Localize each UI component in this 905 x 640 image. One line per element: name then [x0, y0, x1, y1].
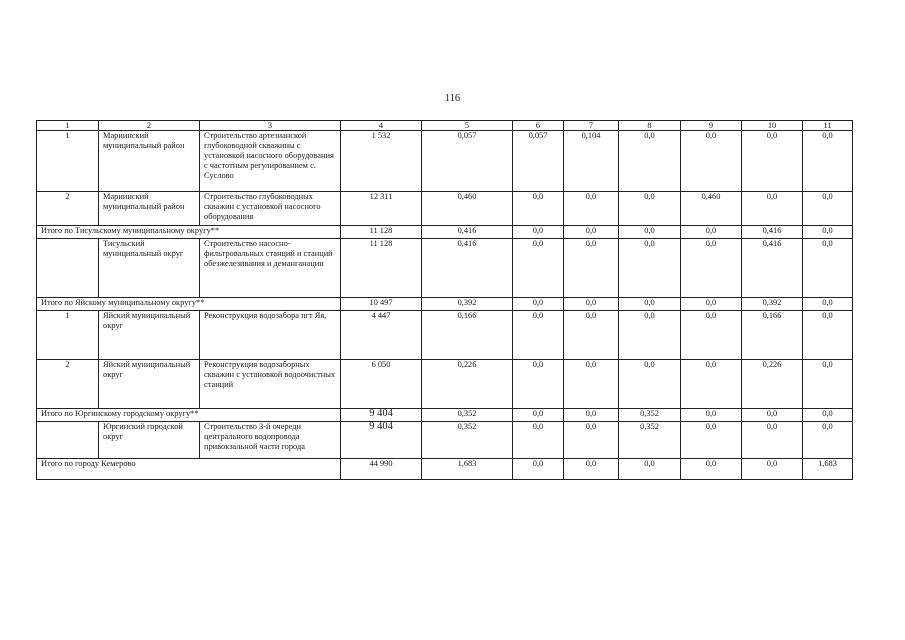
value-cell-col-11: 0,0 [803, 239, 853, 298]
value-cell-col-4: 9 404 [341, 422, 422, 459]
value-cell-col-4: 1 532 [341, 131, 422, 192]
value-cell-col-8: 0,352 [619, 422, 681, 459]
value-cell-col-5: 0,416 [422, 239, 513, 298]
value-cell-col-10: 0,0 [742, 192, 803, 226]
value-cell-col-6: 0,0 [513, 239, 564, 298]
district-cell: Яйский муниципальный округ [99, 360, 200, 409]
value-cell-col-8: 0,0 [619, 360, 681, 409]
district-cell: Юргинский городской округ [99, 422, 200, 459]
value-cell-col-8: 0,0 [619, 131, 681, 192]
value-cell-col-10: 0,0 [742, 409, 803, 422]
value-cell-col-8: 0,0 [619, 239, 681, 298]
value-cell-col-6: 0,057 [513, 131, 564, 192]
value-cell-col-9: 0,0 [681, 239, 742, 298]
value-cell-col-7: 0,0 [564, 360, 619, 409]
column-number-6: 6 [513, 121, 564, 131]
page-number: 116 [444, 93, 461, 104]
value-cell-col-10: 0,392 [742, 298, 803, 311]
value-cell-col-9: 0,0 [681, 459, 742, 480]
value-cell-col-8: 0,0 [619, 192, 681, 226]
value-cell-col-7: 0,0 [564, 311, 619, 360]
value-cell-col-7: 0,0 [564, 298, 619, 311]
value-cell-col-7: 0,104 [564, 131, 619, 192]
district-cell: Яйский муниципальный округ [99, 311, 200, 360]
data-table [36, 120, 853, 480]
total-row [37, 409, 853, 422]
column-number-7: 7 [564, 121, 619, 131]
project-cell: Реконструкция водозаборных скважин с установкой водоочистных станций [200, 360, 341, 409]
value-cell-col-9: 0,0 [681, 360, 742, 409]
value-cell-col-5: 0,166 [422, 311, 513, 360]
value-cell-col-11: 0,0 [803, 192, 853, 226]
value-cell-col-5: 0,416 [422, 226, 513, 239]
value-cell-col-11: 0,0 [803, 422, 853, 459]
value-cell-col-5: 0,392 [422, 298, 513, 311]
column-number-10: 10 [742, 121, 803, 131]
value-cell-col-10: 0,0 [742, 459, 803, 480]
value-cell-col-9: 0,0 [681, 298, 742, 311]
project-cell: Строительство артезианской глубоководной скважины с установкой насосного оборудования с частотным регулированием с. Суслово [200, 131, 341, 192]
value-cell-col-11: 0,0 [803, 226, 853, 239]
value-cell-col-11: 1,683 [803, 459, 853, 480]
value-cell-col-10: 0,166 [742, 311, 803, 360]
total-label: Итого по Юргинскому городскому округу** [37, 409, 341, 422]
row-number [37, 239, 99, 298]
district-cell: Тисульский муниципальный округ [99, 239, 200, 298]
value-cell-col-5: 0,226 [422, 360, 513, 409]
column-number-2: 2 [99, 121, 200, 131]
value-cell-col-5: 0,460 [422, 192, 513, 226]
value-cell-col-11: 0,0 [803, 131, 853, 192]
value-cell-col-11: 0,0 [803, 311, 853, 360]
value-cell-col-10: 0,0 [742, 422, 803, 459]
value-cell-col-6: 0,0 [513, 311, 564, 360]
value-cell-col-8: 0,0 [619, 459, 681, 480]
value-cell-col-4: 4 447 [341, 311, 422, 360]
column-number-9: 9 [681, 121, 742, 131]
column-number-1: 1 [37, 121, 99, 131]
table-row [37, 311, 853, 360]
total-row [37, 298, 853, 311]
value-cell-col-5: 0,057 [422, 131, 513, 192]
value-cell-col-10: 0,226 [742, 360, 803, 409]
value-cell-col-7: 0,0 [564, 239, 619, 298]
value-cell-col-4: 10 497 [341, 298, 422, 311]
value-cell-col-9: 0,0 [681, 226, 742, 239]
value-cell-col-6: 0,0 [513, 459, 564, 480]
value-cell-col-7: 0,0 [564, 459, 619, 480]
value-cell-col-7: 0,0 [564, 226, 619, 239]
value-cell-col-4: 11 128 [341, 226, 422, 239]
total-label: Итого по городу Кемерово [37, 459, 341, 480]
total-row [37, 226, 853, 239]
value-cell-col-9: 0,0 [681, 422, 742, 459]
total-label: Итого по Яйскому муниципальному округу** [37, 298, 341, 311]
value-cell-col-6: 0,0 [513, 409, 564, 422]
total-label: Итого по Тисульскому муниципальному округу** [37, 226, 341, 239]
table-row [37, 239, 853, 298]
column-number-11: 11 [803, 121, 853, 131]
value-cell-col-8: 0,0 [619, 226, 681, 239]
value-cell-col-8: 0,352 [619, 409, 681, 422]
value-cell-col-10: 0,416 [742, 226, 803, 239]
value-cell-col-7: 0,0 [564, 409, 619, 422]
value-cell-col-6: 0,0 [513, 226, 564, 239]
project-cell: Строительство 3-й очереди центрального водопровода привокзальной части города [200, 422, 341, 459]
value-cell-col-8: 0,0 [619, 298, 681, 311]
value-cell-col-6: 0,0 [513, 298, 564, 311]
value-cell-col-5: 0,352 [422, 409, 513, 422]
value-cell-col-6: 0,0 [513, 422, 564, 459]
value-cell-col-6: 0,0 [513, 360, 564, 409]
column-number-3: 3 [200, 121, 341, 131]
column-number-4: 4 [341, 121, 422, 131]
value-cell-col-9: 0,0 [681, 131, 742, 192]
district-cell: Мариинский муниципальный район [99, 131, 200, 192]
column-number-8: 8 [619, 121, 681, 131]
value-cell-col-7: 0,0 [564, 422, 619, 459]
value-cell-col-4: 6 050 [341, 360, 422, 409]
row-number: 1 [37, 311, 99, 360]
column-number-5: 5 [422, 121, 513, 131]
table-header-row [37, 121, 853, 131]
value-cell-col-5: 1,683 [422, 459, 513, 480]
district-cell: Мариинский муниципальный район [99, 192, 200, 226]
value-cell-col-4: 44 990 [341, 459, 422, 480]
value-cell-col-4: 12 311 [341, 192, 422, 226]
project-cell: Строительство глубоководных скважин с установкой насосного оборудования [200, 192, 341, 226]
row-number: 1 [37, 131, 99, 192]
value-cell-col-4: 11 128 [341, 239, 422, 298]
value-cell-col-9: 0,460 [681, 192, 742, 226]
value-cell-col-6: 0,0 [513, 192, 564, 226]
value-cell-col-11: 0,0 [803, 298, 853, 311]
table-row [37, 422, 853, 459]
value-cell-col-10: 0,416 [742, 239, 803, 298]
value-cell-col-11: 0,0 [803, 360, 853, 409]
value-cell-col-10: 0,0 [742, 131, 803, 192]
project-cell: Реконструкция водозабора пгт Яя, [200, 311, 341, 360]
value-cell-col-8: 0,0 [619, 311, 681, 360]
value-cell-col-5: 0,352 [422, 422, 513, 459]
value-cell-col-7: 0,0 [564, 192, 619, 226]
value-cell-col-11: 0,0 [803, 409, 853, 422]
row-number: 2 [37, 192, 99, 226]
table-row [37, 192, 853, 226]
value-cell-col-9: 0,0 [681, 311, 742, 360]
total-row [37, 459, 853, 480]
row-number: 2 [37, 360, 99, 409]
value-cell-col-9: 0,0 [681, 409, 742, 422]
table-row [37, 131, 853, 192]
value-cell-col-4: 9 404 [341, 409, 422, 422]
project-cell: Строительство насосно-фильтровальных станций и станций обезжелезивания и деманганации [200, 239, 341, 298]
table-row [37, 360, 853, 409]
row-number [37, 422, 99, 459]
